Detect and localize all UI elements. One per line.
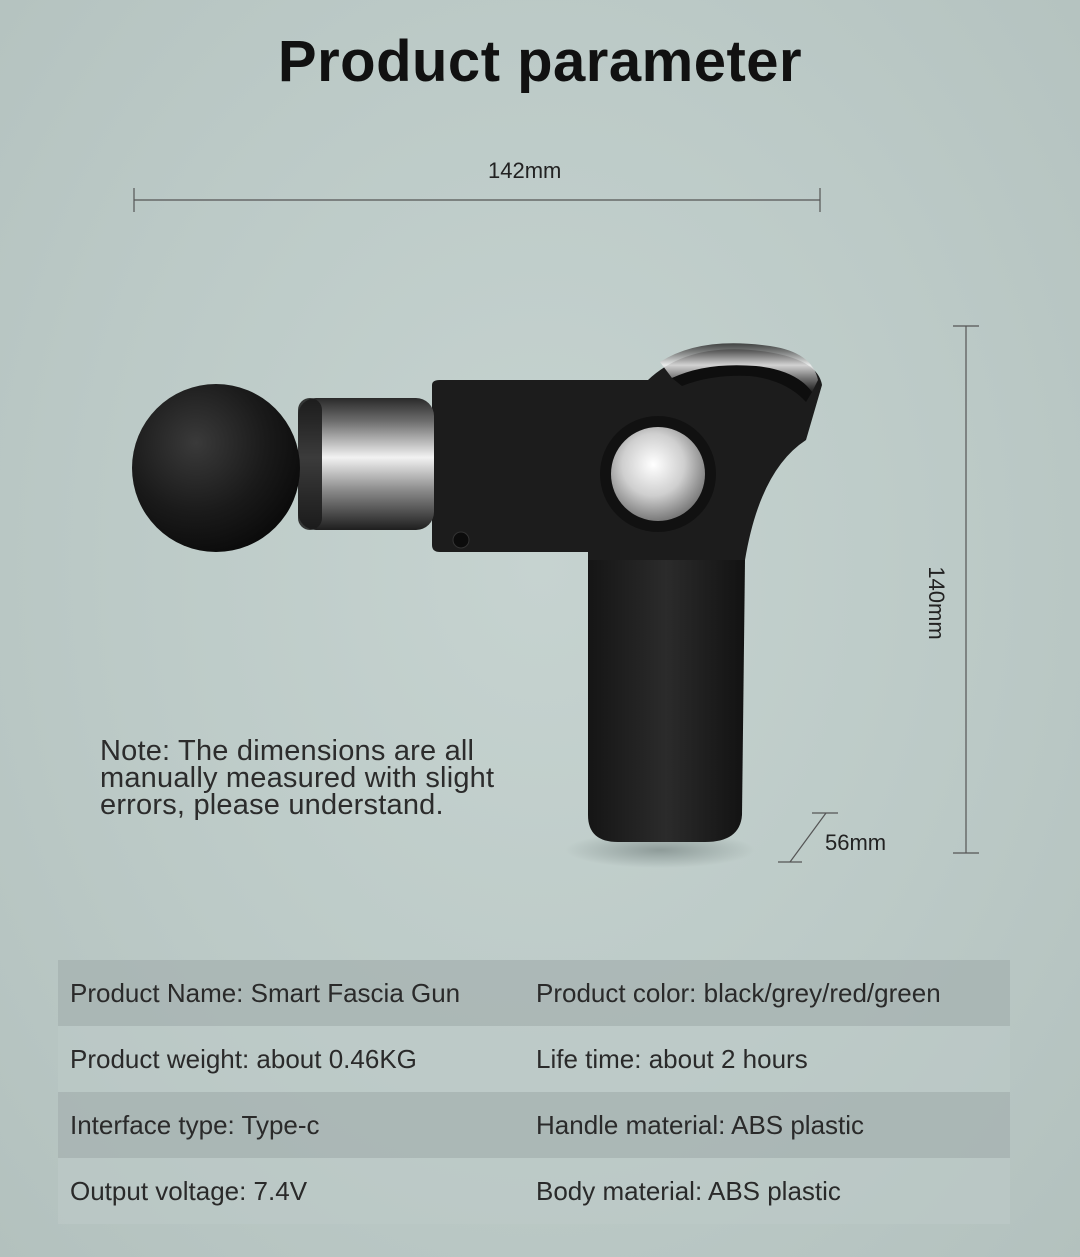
spec-row [58, 1092, 1010, 1158]
spec-handle-material: Handle material: ABS plastic [536, 1109, 865, 1140]
width-dimension-line [134, 188, 820, 212]
spec-row [58, 960, 1010, 1026]
massage-ball-head [132, 384, 300, 552]
spec-body-material: Body material: ABS plastic [536, 1175, 841, 1206]
spec-output-voltage: Output voltage: 7.4V [70, 1175, 308, 1206]
spec-life-time: Life time: about 2 hours [536, 1043, 808, 1074]
spec-product-color: Product color: black/grey/red/green [536, 977, 941, 1008]
spec-interface-type: Interface type: Type-c [70, 1109, 320, 1140]
height-label: 140mm [924, 566, 949, 640]
height-dimension-line [953, 326, 979, 853]
spec-row [58, 1026, 1010, 1092]
spec-row [58, 1158, 1010, 1224]
power-button-icon [611, 427, 705, 521]
spec-product-weight: Product weight: about 0.46KG [70, 1043, 417, 1074]
width-label: 142mm [488, 158, 562, 183]
spec-table [58, 960, 1010, 1224]
spec-product-name: Product Name: Smart Fascia Gun [70, 977, 461, 1008]
page-title: Product parameter [277, 29, 803, 94]
depth-label: 56mm [825, 830, 887, 855]
dimension-note: Note: The dimensions are all manually measured with slight errors, please understand. [100, 735, 495, 821]
